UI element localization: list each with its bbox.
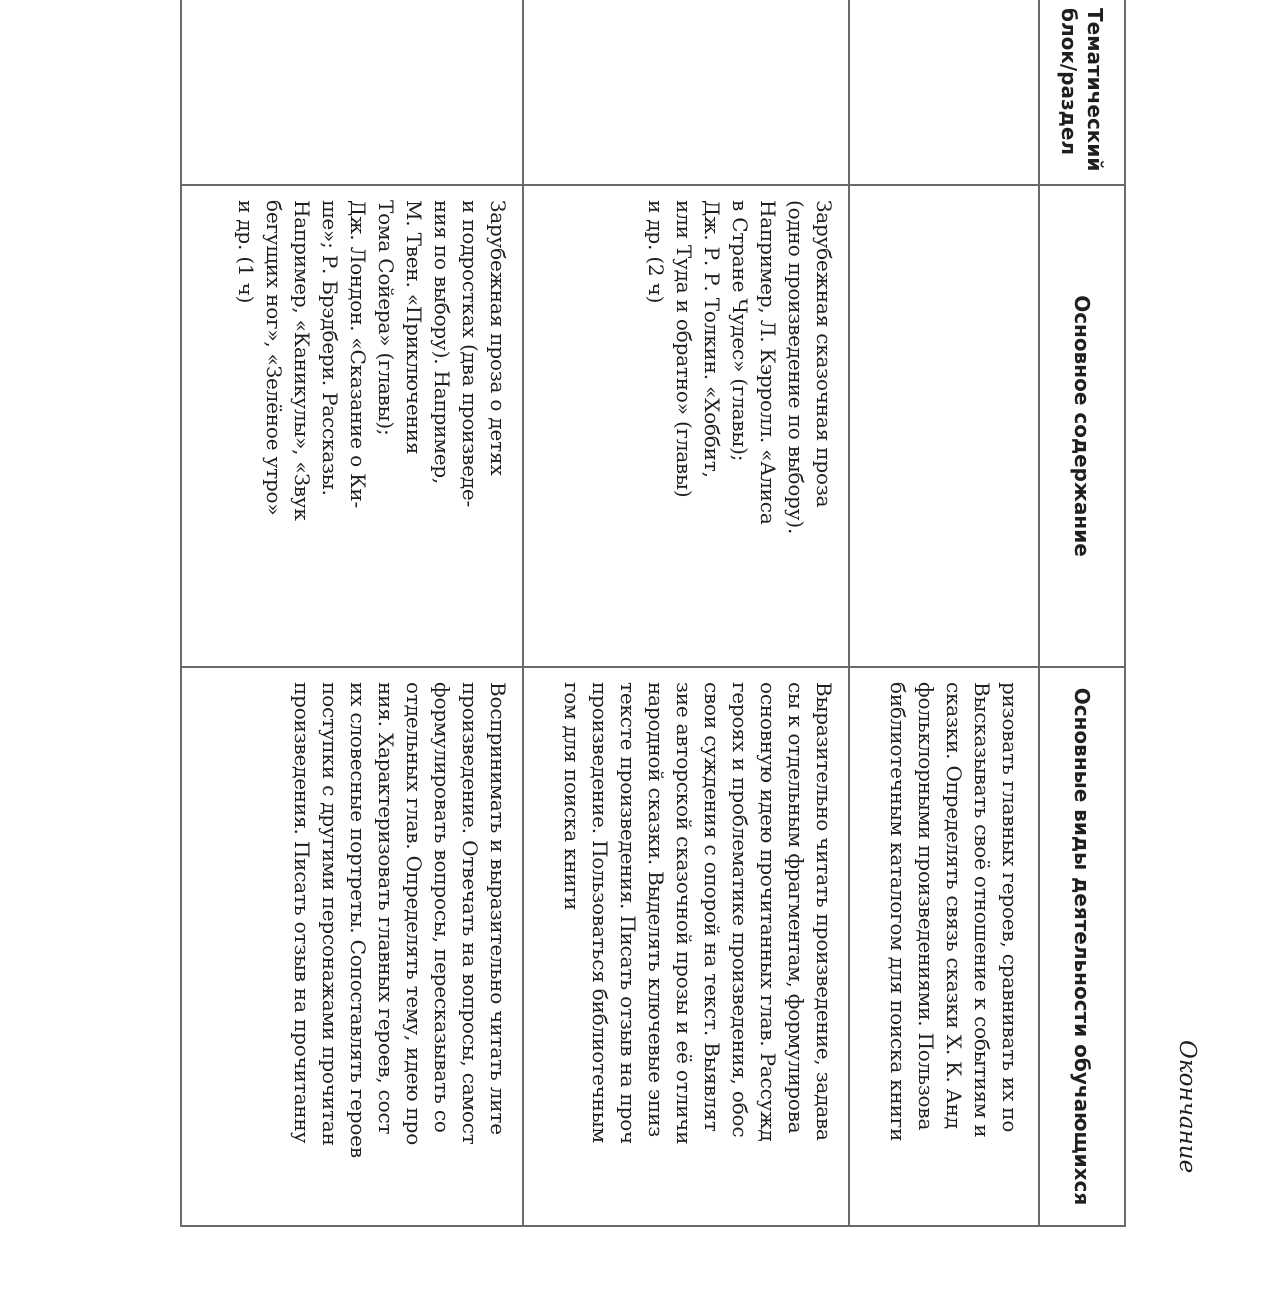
table-row <box>181 0 523 1226</box>
row-3-activity-cell: Воспринимать и выразительно читать лите произведение. Отвечать на вопросы, самост формулировать вопросы, пересказывать со отдельных глав. Определять тему, идею про ния. Характеризовать главных героев, сост их словесные портреты. Сопоставлять героев поступки с другими персонажами прочитан произведения. Писать отзыв на прочитанну <box>181 667 523 1226</box>
table-row <box>849 0 1039 1226</box>
header-main-content: Основное содержание <box>1039 185 1125 667</box>
row-1-block-cell <box>849 0 1039 185</box>
row-2-activity-cell: Выразительно читать произведение, задава сы к отдельным фрагментам, формулирова основную идею прочитанных глав. Рассужд героях и проблематике произведения, обос свои суждения с опорой на текст. Выявлят зие авторской сказочной прозы и её отличи народной сказки. Выделять ключевые эпиз тексте произведения. Писать отзыв на проч произведение. Пользоваться библиотечным гом для поиска книги <box>523 667 849 1226</box>
row-2-content-cell: Зарубежная сказочная проза (одно произведение по выбору). Например, Л. Кэрролл. «Алиса в Стране Чудес» (главы); Дж. Р. Р. Толкин. «Хоббит, или Туда и обратно» (главы) и др. (2 ч) <box>523 185 849 667</box>
row-3-block-cell <box>181 0 523 185</box>
row-1-content-cell <box>849 185 1039 667</box>
row-2-block-cell <box>523 0 849 185</box>
table-header-row <box>1039 0 1125 1226</box>
table-row <box>523 0 849 1226</box>
row-3-content-cell: Зарубежная проза о детях и подростках (два произведе- ния по выбору). Например, М. Твен. «Приключения Тома Сойера» (главы); Дж. Лондон. «Сказание о Ки- ше»; Р. Брэдбери. Рассказы. Например, «Каникулы», «Звук бегущих ног», «Зелёное утро» и др. (1 ч) <box>181 185 523 667</box>
continuation-label: Окончание <box>1174 1040 1200 1174</box>
row-1-activity-cell: ризовать главных героев, сравнивать их по Высказывать своё отношение к событиям и сказки. Определять связь сказки Х. К. Анд фольклорными произведениями. Пользова библиотечным каталогом для поиска книги <box>849 667 1039 1226</box>
header-activity-types: Основные виды деятельности обучающихся <box>1039 667 1125 1226</box>
curriculum-table <box>180 0 1126 1227</box>
header-thematic-block: Тематический блок/раздел <box>1039 0 1125 185</box>
